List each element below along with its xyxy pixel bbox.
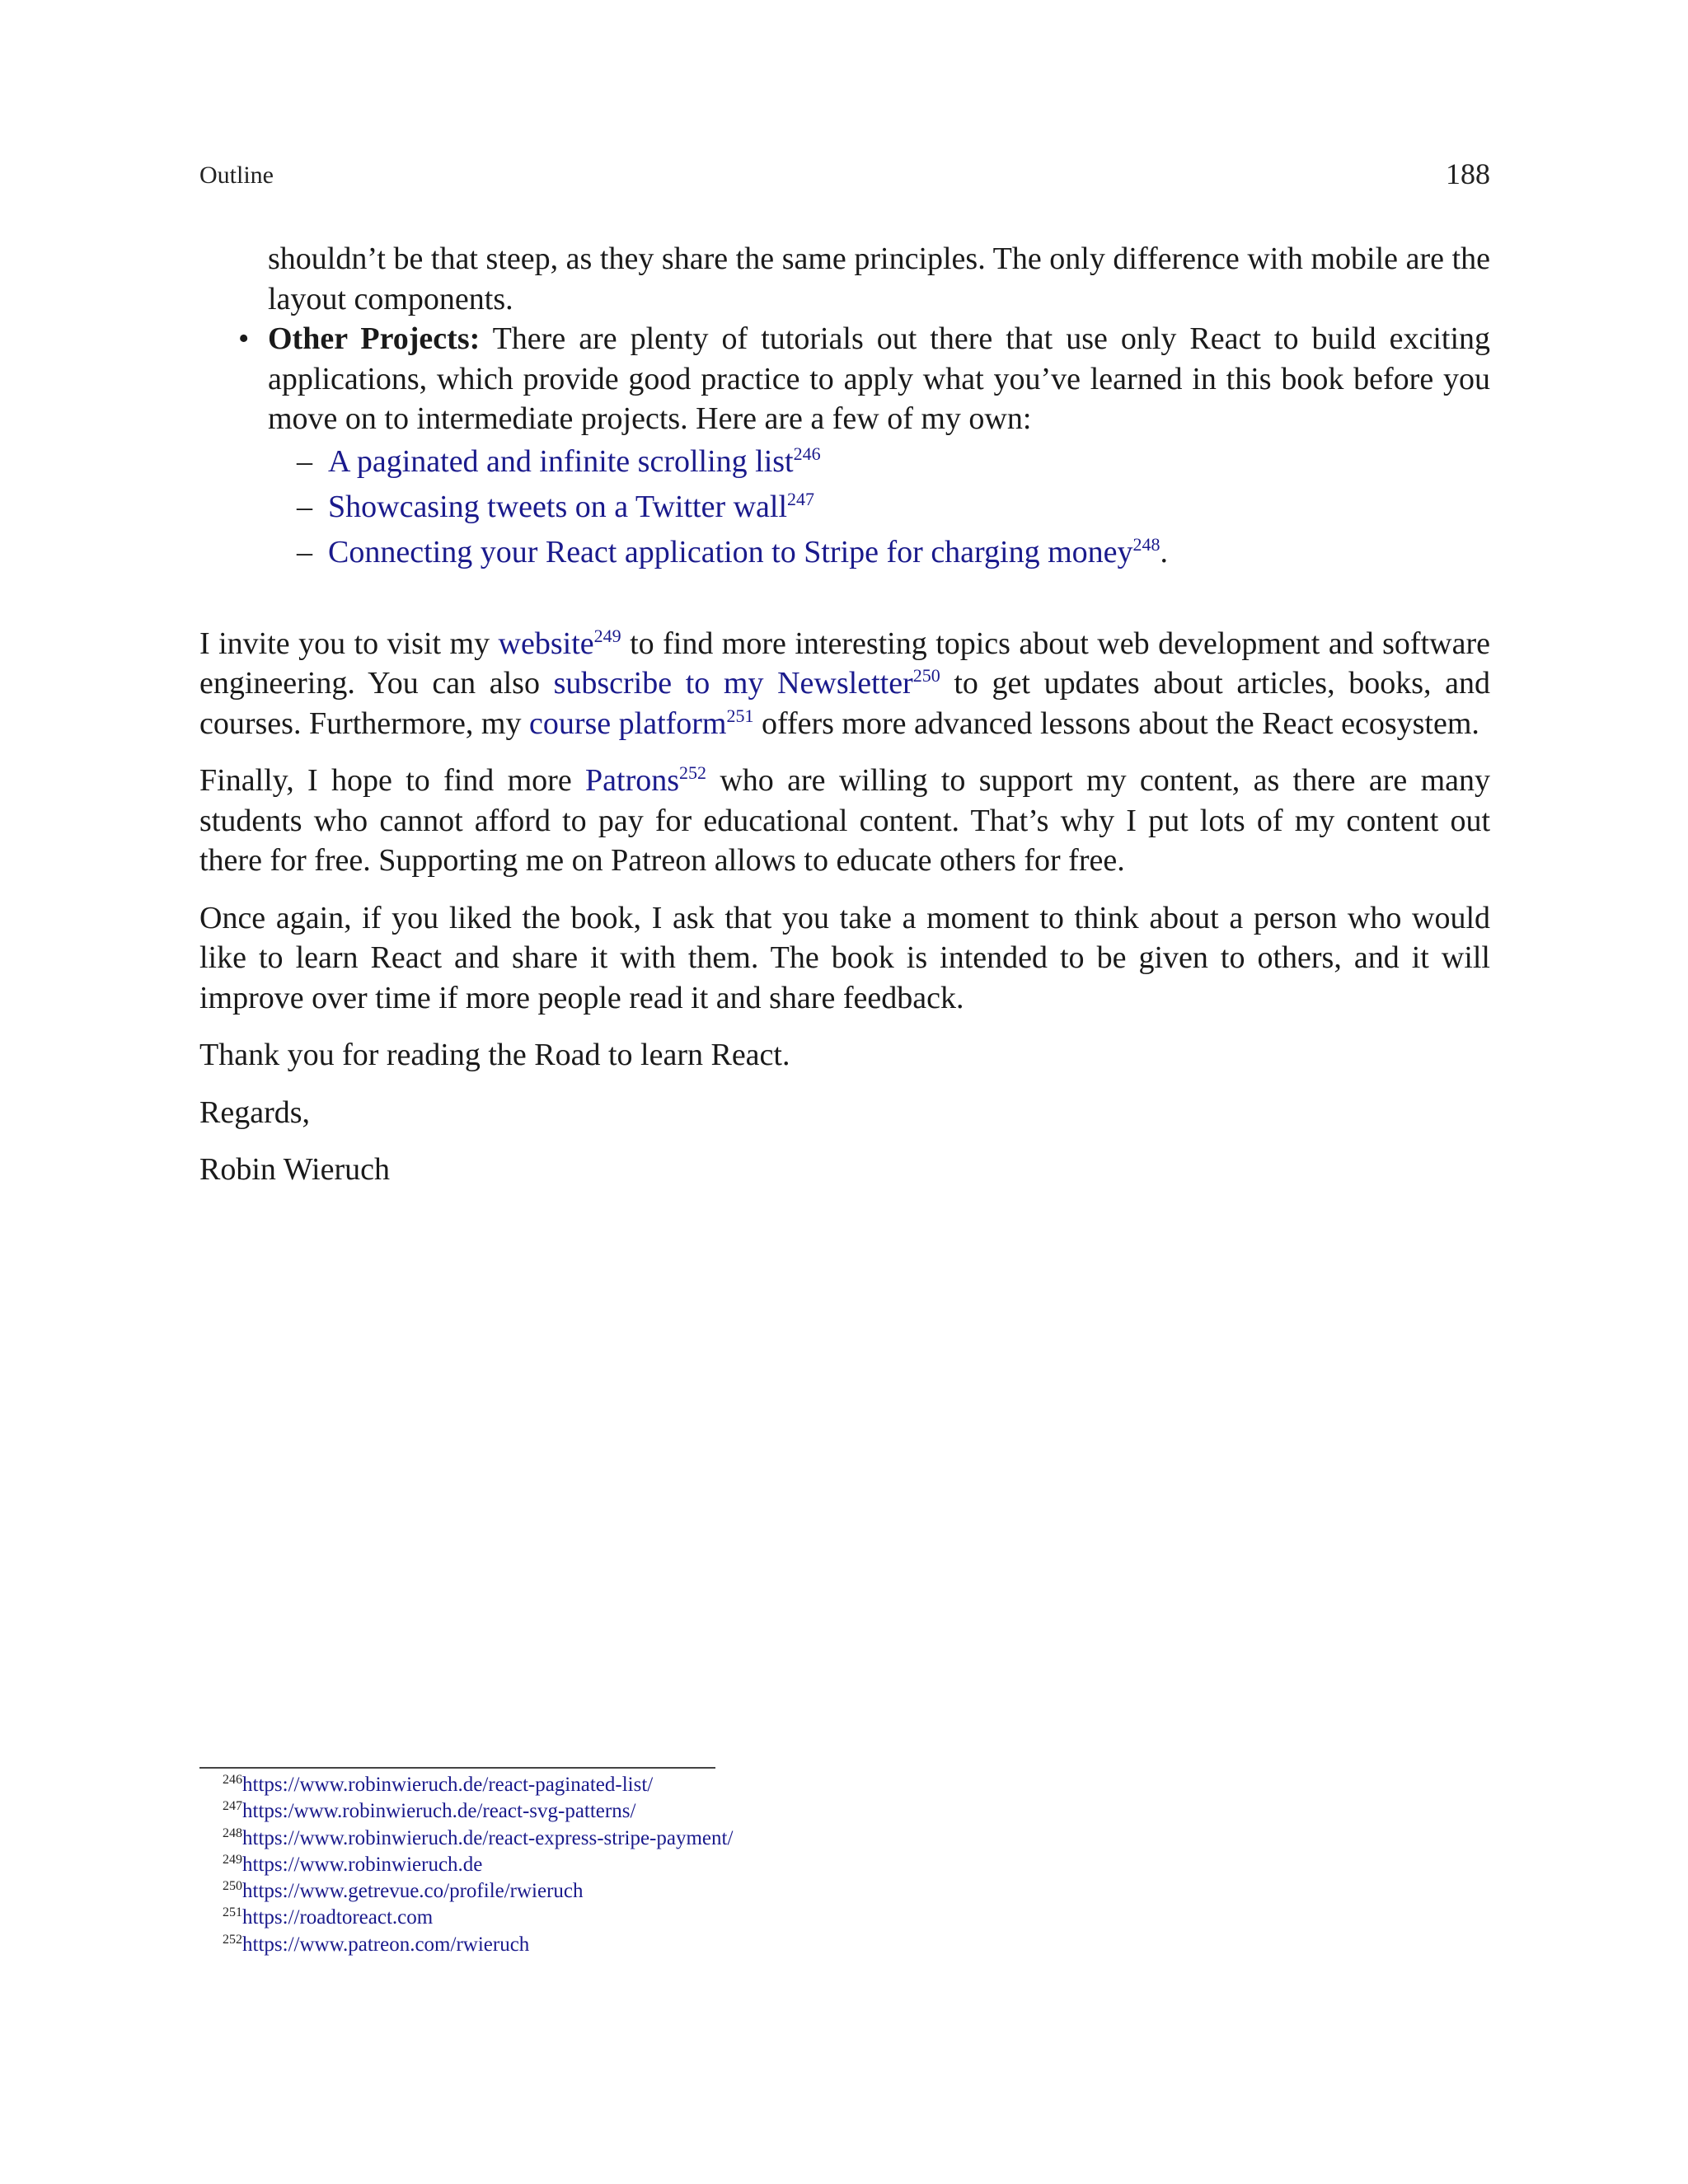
footnote-251 (223, 1905, 733, 1931)
newsletter-link[interactable]: subscribe to my Newsletter (553, 666, 913, 701)
footnotes (223, 1772, 733, 1958)
dash-marker: – (297, 534, 312, 569)
footnote-number: 250 (223, 1879, 242, 1894)
footnote-252 (223, 1932, 733, 1958)
list-item (297, 530, 1490, 575)
paragraph-text: I invite you to visit my (199, 626, 499, 661)
footnote-number: 252 (223, 1932, 242, 1947)
paragraph-share: Once again, if you liked the book, I ask that you take a moment to think about a person who would like to learn React and share it with them. The book is intended to be given to others, and it will improve over time if more people read it and share feedback. (199, 900, 1490, 1015)
footnote-246 (223, 1772, 733, 1798)
paragraph-text: offers more advanced lessons about the React ecosystem. (753, 705, 1479, 741)
website-link[interactable]: website (498, 626, 594, 661)
running-header (199, 157, 1490, 193)
footnote-ref[interactable]: 252 (679, 762, 707, 783)
project-link-stripe[interactable]: Connecting your React application to Stripe for charging money (328, 534, 1133, 569)
footnote-ref[interactable]: 250 (912, 665, 940, 686)
paragraph-patrons (199, 761, 1490, 881)
bullet-other-projects (238, 319, 1491, 439)
bullet-colon: : (469, 321, 481, 356)
list-item (297, 485, 1490, 530)
project-link-paginated-list[interactable]: A paginated and infinite scrolling list (328, 443, 794, 479)
footnote-url[interactable]: https:/www.robinwieruch.de/react-svg-patterns/ (242, 1800, 636, 1823)
footnote-url[interactable]: https://roadtoreact.com (242, 1906, 434, 1929)
chapter-title: Outline (199, 162, 274, 189)
bullet-marker: • (238, 321, 250, 356)
projects-sublist (199, 439, 1490, 575)
author-signature: Robin Wieruch (199, 1152, 391, 1187)
footnote-number: 248 (223, 1825, 242, 1840)
dash-marker: – (297, 443, 312, 479)
footnote-divider (199, 1767, 715, 1769)
footnote-ref[interactable]: 248 (1132, 533, 1160, 555)
footnote-249 (223, 1852, 733, 1878)
page-number: 188 (1446, 157, 1490, 190)
main-content (199, 239, 1490, 1207)
bullet-label: Other Projects (268, 321, 470, 356)
footnote-url[interactable]: https://www.robinwieruch.de/react-paginated-list/ (242, 1774, 654, 1796)
footnote-ref[interactable]: 246 (793, 443, 821, 464)
footnote-number: 249 (223, 1852, 242, 1867)
dash-marker: – (297, 489, 312, 524)
footnote-number: 251 (223, 1905, 242, 1920)
footnote-247 (223, 1798, 733, 1825)
footnote-number: 246 (223, 1773, 242, 1787)
bullet-text: There are plenty of tutorials out there that use only React to build exciting applications, which provide good practice to apply what you’ve learned in this book before you move on to intermediate projects. Here are a few of my own: (268, 321, 1491, 436)
continuation-text: shouldn’t be that steep, as they share the same principles. The only difference with mobile are the layout components. (268, 241, 1490, 316)
footnote-url[interactable]: https://www.patreon.com/rwieruch (242, 1933, 530, 1956)
paragraph-text: to get updates about articles, books, and courses. Furthermore, my (199, 666, 1490, 741)
item-suffix: . (1160, 534, 1168, 569)
closing-regards: Regards, (199, 1094, 311, 1130)
footnote-url[interactable]: https://www.getrevue.co/profile/rwieruch (242, 1880, 584, 1903)
footnote-ref[interactable]: 249 (593, 625, 621, 646)
footnote-248 (223, 1825, 733, 1852)
footnote-ref[interactable]: 251 (726, 705, 754, 726)
project-link-twitter-wall[interactable]: Showcasing tweets on a Twitter wall (328, 489, 788, 524)
paragraph-text: who are willing to support my content, as there are many students who cannot afford to pay for educational content. That’s why I put lots of my content out there for free. Supporting me on Patreon allows to educate others for free. (199, 763, 1490, 878)
footnote-250 (223, 1878, 733, 1905)
paragraph-website (199, 624, 1490, 744)
footnote-ref[interactable]: 247 (787, 488, 815, 509)
list-item (297, 439, 1490, 485)
paragraph-text: Finally, I hope to find more (199, 763, 586, 798)
section-spacer (199, 575, 1490, 624)
paragraph-thanks: Thank you for reading the Road to learn React. (199, 1038, 790, 1072)
course-platform-link[interactable]: course platform (528, 705, 727, 741)
footnote-url[interactable]: https://www.robinwieruch.de/react-express-stripe-payment/ (242, 1826, 734, 1849)
patrons-link[interactable]: Patrons (585, 763, 680, 798)
paragraph-text: to find more interesting topics about web development and software engineering. You can also (199, 626, 1490, 701)
footnote-url[interactable]: https://www.robinwieruch.de (242, 1853, 483, 1876)
footnote-number: 247 (223, 1799, 242, 1814)
